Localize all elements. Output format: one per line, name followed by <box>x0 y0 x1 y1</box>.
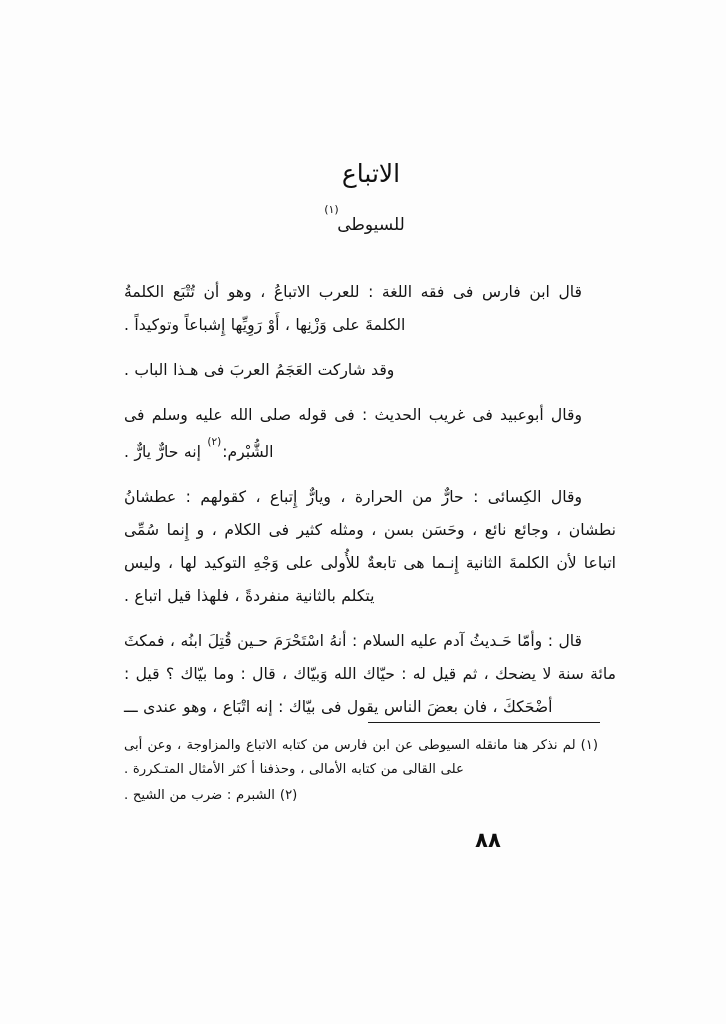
footnotes-section <box>124 734 616 810</box>
footnote-number-2: (٢) <box>279 788 298 803</box>
page-number-value: ٨٨ <box>475 828 501 852</box>
byline-group <box>324 202 405 235</box>
author-byline: للسيوطى <box>337 214 405 235</box>
paragraph-5: قال : وأمّا حَـديثُ آدم عليه السلام : أنهُ اسْتَحْرَمَ حـين قُتِلَ ابنُه ، فمكثَ مائة سنة لا يضحك ، ثم قيل له : حيّاك الله وَبيّاك ، قال : وما بيّاك ؟ قيل : أضْحَككَ ، فان بعضَ الناس يقول فى بيّاك : إنه اتْبَاع ، وهو عندى ـــ <box>124 632 616 717</box>
footnote-separator-rule <box>368 722 600 723</box>
footnote-text-1: لم نذكر هنا مانقله السيوطى عن ابن فارس من كتابه الاتباع والمزاوجة ، وعن أبى على القالى من كتابه الأمالى ، وحذفنا أ كثر الأمثال المتـكررة . <box>124 738 576 777</box>
footnote-number-1: (١) <box>580 738 598 753</box>
footnote-ref-2: (٢) <box>207 436 222 448</box>
paragraph-3-text-after-marker: إنه حارٌّ يارٌّ . <box>124 443 207 462</box>
page-heading <box>126 160 616 235</box>
page-number <box>0 828 726 852</box>
page-title: الاتباع <box>341 159 401 188</box>
footnote-ref-1: (١) <box>324 202 339 216</box>
paragraph-3 <box>124 399 616 469</box>
footnote-item-2 <box>124 784 616 808</box>
footnote-text-2: الشبرم : ضرب من الشيح . <box>124 788 275 803</box>
body-text <box>124 276 616 724</box>
paragraph-1: قال ابن فارس فى فقه اللغة : للعرب الاتباعُ ، وهو أن تُتْبَع الكلمةُ الكلمةَ على وَزْنِها ، أَوْ رَوِيِّها إِشباعاً وتوكيداً . <box>124 283 582 334</box>
paragraph-4: وقال الكِسائى : حارٌّ من الحرارة ، ويارٌّ إِتباع ، كقولهم : عطشانُ نطشان ، وجائع نائع ، وحَسَن بسن ، ومثله كثير فى الكلام ، و إِنما سُمِّى اتباعا لأن الكلمةَ الثانية إِنـما هى تابعةٌ للأُولى على وَجْهِ التوكيد لها ، وليس يتكلم بالثانية منفردةً ، فلهذا قيل اتباع . <box>124 488 616 606</box>
footnote-item-1 <box>124 734 616 782</box>
paragraph-2: وقد شاركت العَجَمُ العربَ فى هـذا الباب . <box>124 361 395 379</box>
paragraph-3-text-before-marker: وقال أبوعبيد فى غريب الحديث : فى قوله صلى الله عليه وسلم فى الشُّبْرم: <box>124 406 582 462</box>
